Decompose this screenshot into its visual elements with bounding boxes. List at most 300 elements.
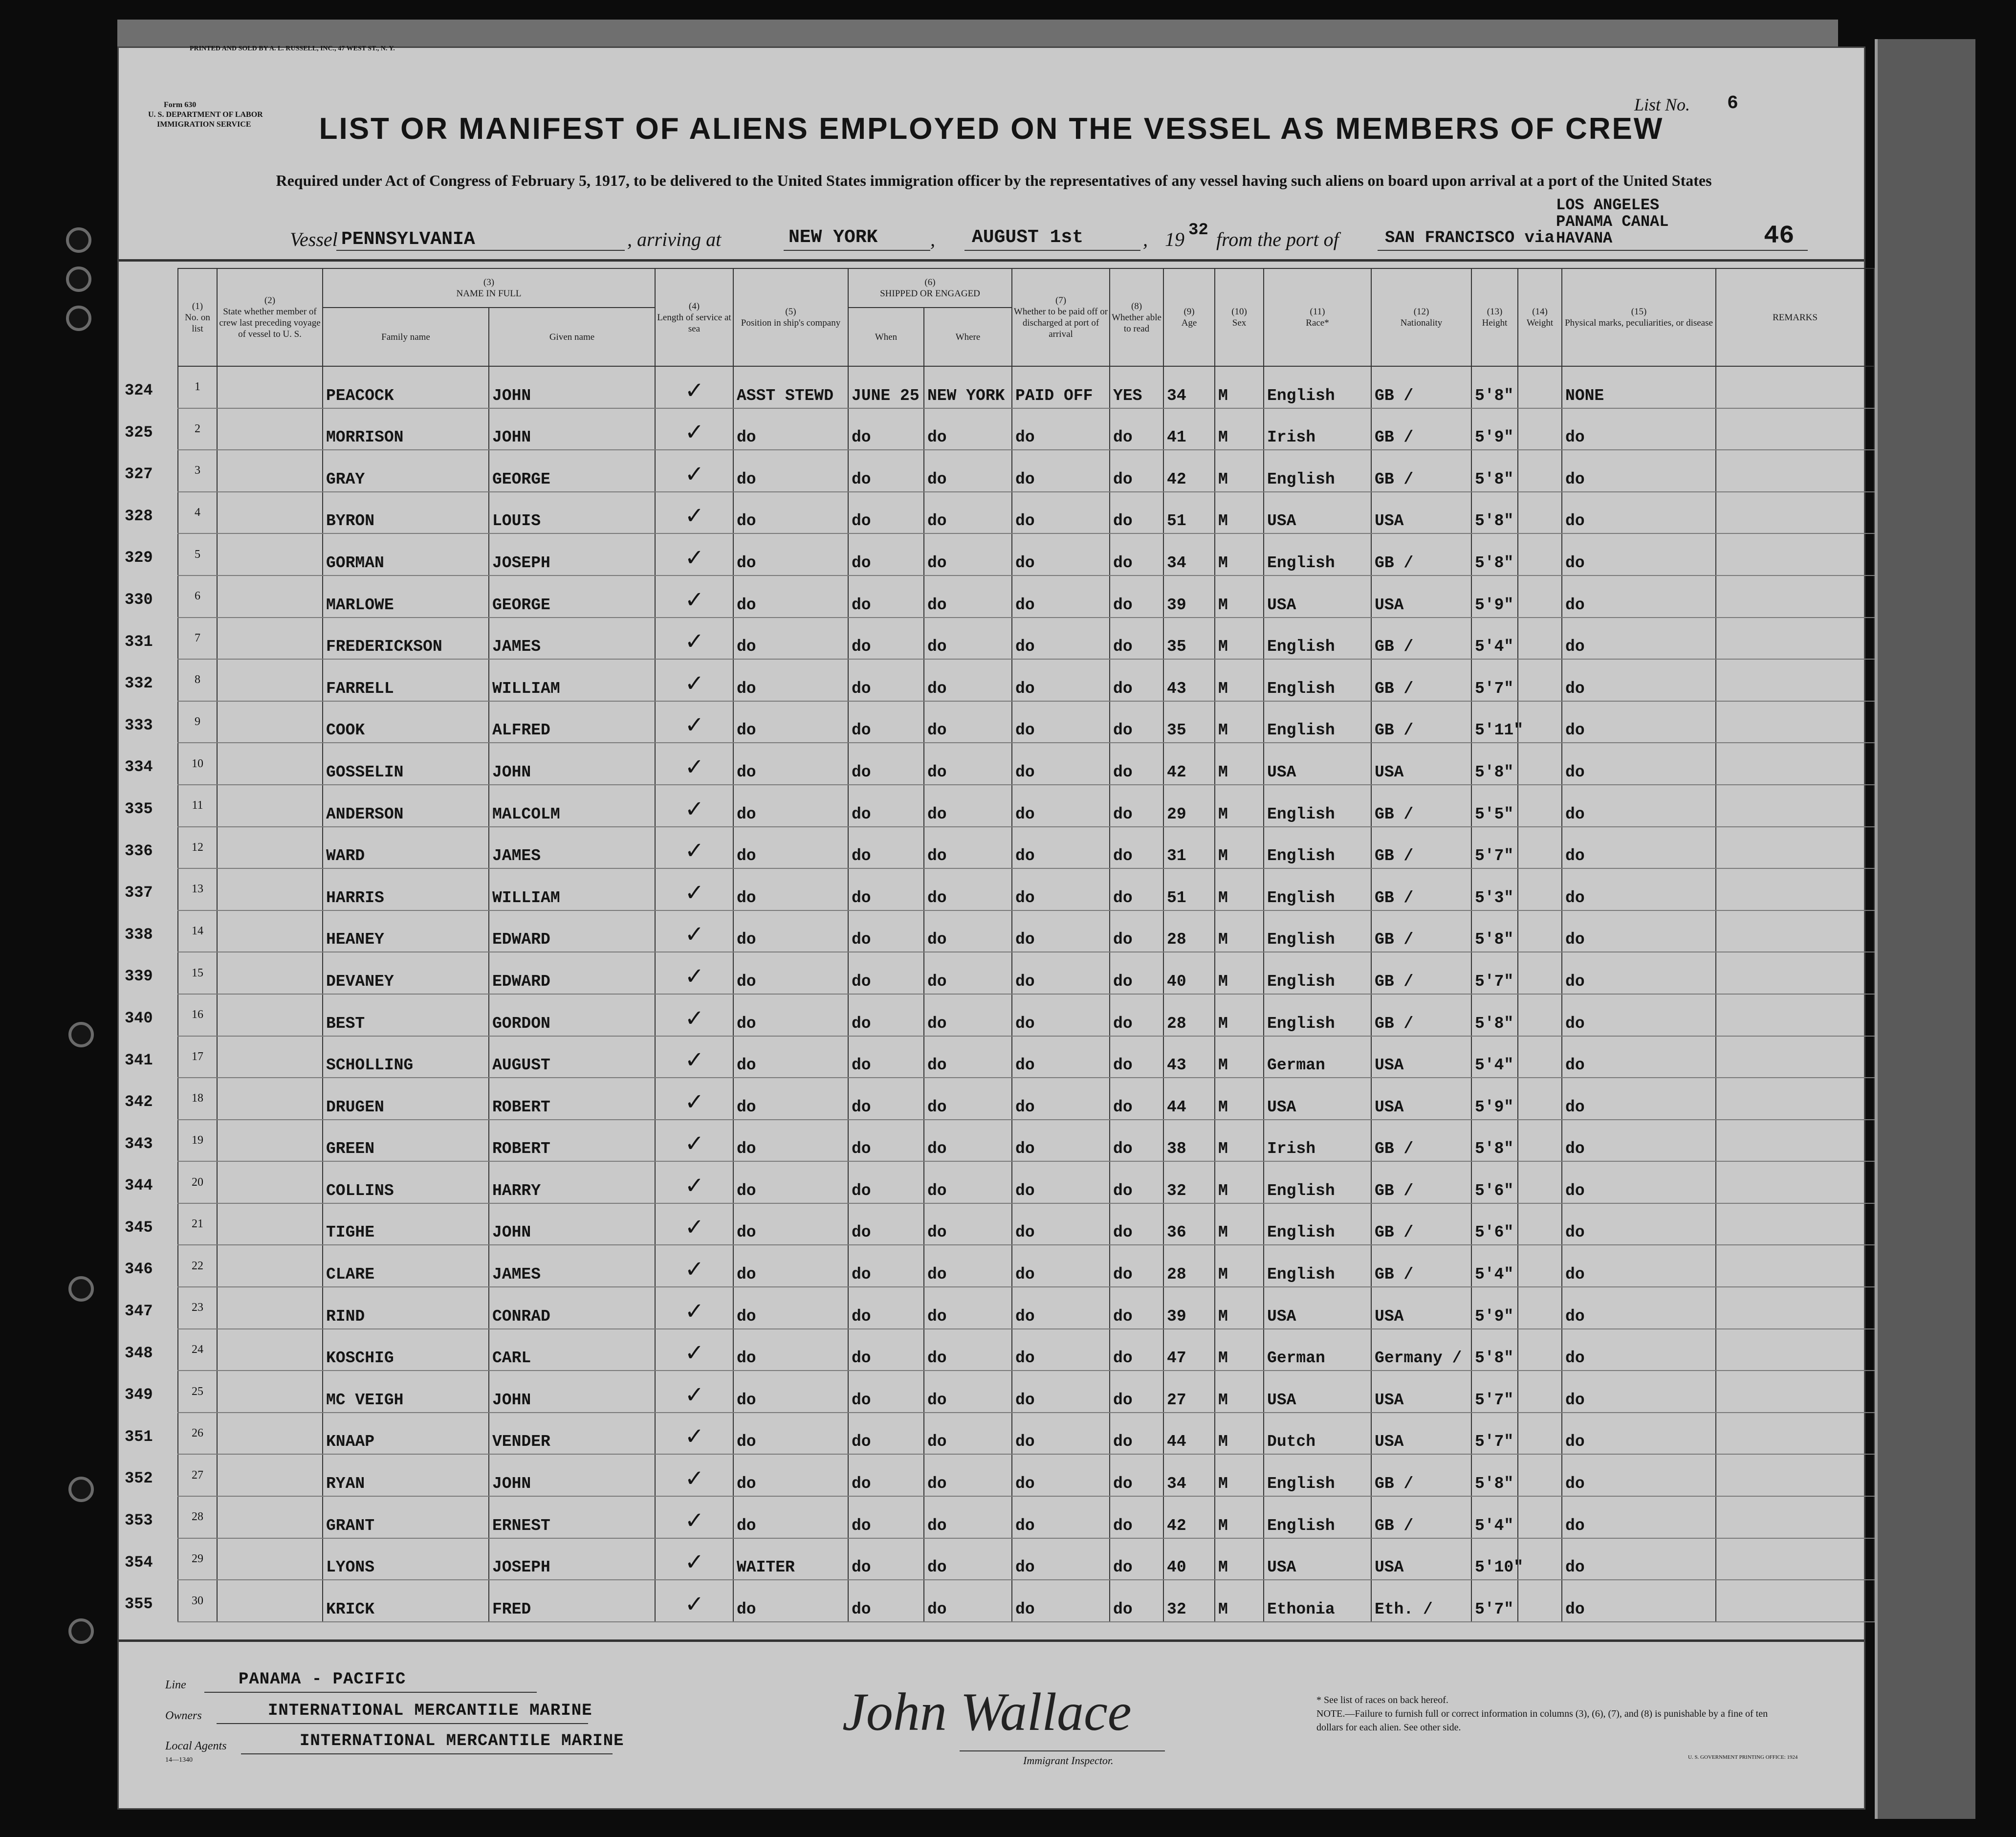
cell-height: 5'4" xyxy=(1471,1496,1518,1538)
cell-physical-marks: do xyxy=(1562,1245,1716,1287)
cell-remarks xyxy=(1716,1287,1874,1329)
cell-when: do xyxy=(848,1245,924,1287)
cell-family-name: SCHOLLING xyxy=(323,1036,489,1078)
cell-remarks xyxy=(1716,743,1874,785)
cell-age: 43 xyxy=(1163,659,1215,701)
cell-sex: M xyxy=(1215,659,1264,701)
table-row xyxy=(178,1454,1874,1496)
cell-family-name: BYRON xyxy=(323,492,489,534)
cell-last-voyage xyxy=(217,533,323,575)
table-row xyxy=(178,533,1874,575)
line-number: 340 xyxy=(125,1009,153,1027)
cell-when: do xyxy=(848,868,924,910)
cell-height: 5'10" xyxy=(1471,1538,1518,1580)
cell-given-name: EDWARD xyxy=(489,952,655,994)
table-row xyxy=(178,1120,1874,1162)
cell-family-name: FREDERICKSON xyxy=(323,618,489,660)
cell-read: do xyxy=(1110,910,1163,952)
col-num: (2) xyxy=(264,295,276,306)
cell-height: 5'8" xyxy=(1471,533,1518,575)
cell-service: ✓ xyxy=(655,910,733,952)
cell-remarks xyxy=(1716,1413,1874,1455)
table-row xyxy=(178,1496,1874,1538)
cell-paid-off: do xyxy=(1012,1496,1110,1538)
line-number: 324 xyxy=(125,381,153,399)
table-row xyxy=(178,492,1874,534)
col-header-race xyxy=(1264,268,1371,366)
cell-weight xyxy=(1518,366,1562,408)
cell-sex: M xyxy=(1215,492,1264,534)
cell-sex: M xyxy=(1215,1496,1264,1538)
cell-remarks xyxy=(1716,659,1874,701)
cell-family-name: COOK xyxy=(323,701,489,743)
cell-race: English xyxy=(1264,868,1371,910)
cell-given-name: GORDON xyxy=(489,994,655,1036)
cell-weight xyxy=(1518,701,1562,743)
cell-physical-marks: do xyxy=(1562,868,1716,910)
cell-race: USA xyxy=(1264,743,1371,785)
from-port-label: from the port of xyxy=(1216,228,1339,250)
cell-service: ✓ xyxy=(655,785,733,827)
cell-position: do xyxy=(733,952,848,994)
cell-age: 35 xyxy=(1163,701,1215,743)
cell-sex: M xyxy=(1215,450,1264,492)
cell-remarks xyxy=(1716,1496,1874,1538)
arriving-label: , arriving at xyxy=(627,228,722,250)
cell-paid-off: do xyxy=(1012,1580,1110,1622)
col-num: (7) xyxy=(1055,295,1067,306)
col-label: Age xyxy=(1181,318,1197,328)
cell-read: do xyxy=(1110,659,1163,701)
cell-given-name: JAMES xyxy=(489,618,655,660)
cell-given-name: GEORGE xyxy=(489,450,655,492)
cell-service: ✓ xyxy=(655,1036,733,1078)
cell-sex: M xyxy=(1215,1161,1264,1203)
cell-position: do xyxy=(733,450,848,492)
cell-height: 5'8" xyxy=(1471,743,1518,785)
cell-last-voyage xyxy=(217,952,323,994)
cell-remarks xyxy=(1716,1203,1874,1245)
vessel-name: PENNSYLVANIA xyxy=(341,229,475,250)
cell-last-voyage xyxy=(217,1036,323,1078)
arrival-date: AUGUST 1st xyxy=(972,227,1084,248)
cell-no: 13 337 xyxy=(178,868,217,910)
cell-race: Irish xyxy=(1264,1120,1371,1162)
cell-last-voyage xyxy=(217,659,323,701)
cell-physical-marks: do xyxy=(1562,618,1716,660)
local-agents: INTERNATIONAL MERCANTILE MARINE xyxy=(300,1732,624,1750)
cell-given-name: JOHN xyxy=(489,408,655,450)
printer-line: PRINTED AND SOLD BY A. L. RUSSELL, INC., 47 WEST ST., N. Y. xyxy=(190,45,395,52)
cell-read: do xyxy=(1110,533,1163,575)
cell-remarks xyxy=(1716,701,1874,743)
line-number: 332 xyxy=(125,674,153,693)
printing-office: U. S. GOVERNMENT PRINTING OFFICE: 1924 xyxy=(1688,1754,1798,1760)
cell-nationality: GB / xyxy=(1371,1245,1471,1287)
cell-nationality: GB / xyxy=(1371,952,1471,994)
cell-family-name: HEANEY xyxy=(323,910,489,952)
cell-family-name: BEST xyxy=(323,994,489,1036)
cell-read: do xyxy=(1110,450,1163,492)
cell-last-voyage xyxy=(217,1580,323,1622)
department-line: U. S. DEPARTMENT OF LABOR xyxy=(148,111,263,119)
cell-age: 32 xyxy=(1163,1580,1215,1622)
cell-remarks xyxy=(1716,868,1874,910)
cell-read: do xyxy=(1110,743,1163,785)
cell-when: do xyxy=(848,743,924,785)
col-label: Race* xyxy=(1306,318,1329,328)
page-edge-right xyxy=(1875,39,1975,1819)
cell-position: do xyxy=(733,1454,848,1496)
line-number: 341 xyxy=(125,1051,153,1069)
col-num: (12) xyxy=(1413,307,1429,317)
cell-paid-off: do xyxy=(1012,1203,1110,1245)
cell-position: do xyxy=(733,492,848,534)
cell-height: 5'4" xyxy=(1471,618,1518,660)
cell-family-name: CLARE xyxy=(323,1245,489,1287)
cell-family-name: KRICK xyxy=(323,1580,489,1622)
col-label: Sex xyxy=(1232,318,1247,328)
table-row xyxy=(178,366,1874,408)
col-num: (15) xyxy=(1631,307,1647,317)
cell-position: do xyxy=(733,1580,848,1622)
cell-paid-off: do xyxy=(1012,1036,1110,1078)
table-row xyxy=(178,910,1874,952)
cell-service: ✓ xyxy=(655,1203,733,1245)
cell-position: do xyxy=(733,618,848,660)
cell-nationality: GB / xyxy=(1371,868,1471,910)
cell-when: do xyxy=(848,701,924,743)
cell-read: do xyxy=(1110,492,1163,534)
cell-service: ✓ xyxy=(655,1287,733,1329)
cell-position: do xyxy=(733,1120,848,1162)
cell-age: 35 xyxy=(1163,618,1215,660)
cell-given-name: AUGUST xyxy=(489,1036,655,1078)
cell-race: Ethonia xyxy=(1264,1580,1371,1622)
cell-read: YES xyxy=(1110,366,1163,408)
cell-last-voyage xyxy=(217,366,323,408)
cell-when: do xyxy=(848,575,924,618)
cell-sex: M xyxy=(1215,1120,1264,1162)
line-number: 333 xyxy=(125,716,153,734)
cell-race: English xyxy=(1264,366,1371,408)
races-note: * See list of races on back hereof. xyxy=(1316,1695,1448,1705)
cell-nationality: USA xyxy=(1371,1078,1471,1120)
cell-weight xyxy=(1518,1287,1562,1329)
cell-service: ✓ xyxy=(655,659,733,701)
table-row xyxy=(178,575,1874,618)
table-row xyxy=(178,1371,1874,1413)
cell-race: English xyxy=(1264,952,1371,994)
cell-where: do xyxy=(924,868,1012,910)
cell-height: 5'6" xyxy=(1471,1161,1518,1203)
cell-remarks xyxy=(1716,1245,1874,1287)
line-number: 343 xyxy=(125,1134,153,1153)
inspector-signature: John Wallace xyxy=(842,1682,1132,1742)
cell-position: do xyxy=(733,1413,848,1455)
cell-where: do xyxy=(924,1078,1012,1120)
cell-nationality: USA xyxy=(1371,743,1471,785)
cell-read: do xyxy=(1110,1496,1163,1538)
cell-where: do xyxy=(924,1203,1012,1245)
col-num: (9) xyxy=(1183,307,1195,317)
col-label: Nationality xyxy=(1400,318,1443,328)
line-number: 354 xyxy=(125,1553,153,1571)
cell-age: 47 xyxy=(1163,1329,1215,1371)
cell-given-name: JAMES xyxy=(489,1245,655,1287)
cell-position: do xyxy=(733,868,848,910)
cell-no: 25 349 xyxy=(178,1371,217,1413)
cell-age: 51 xyxy=(1163,492,1215,534)
via-port: PANAMA CANAL xyxy=(1556,213,1669,231)
cell-last-voyage xyxy=(217,785,323,827)
table-row xyxy=(178,827,1874,869)
cell-family-name: DRUGEN xyxy=(323,1078,489,1120)
cell-race: USA xyxy=(1264,492,1371,534)
cell-nationality: GB / xyxy=(1371,785,1471,827)
page-subtitle: Required under Act of Congress of February 5, 1917, to be delivered to the United States immigration officer by the representatives of any vessel having such aliens on board upon arrival at a port of the United States xyxy=(276,172,1712,189)
cell-height: 5'7" xyxy=(1471,827,1518,869)
cell-given-name: WILLIAM xyxy=(489,659,655,701)
cell-no: 19 343 xyxy=(178,1120,217,1162)
cell-physical-marks: do xyxy=(1562,1538,1716,1580)
line-number: 344 xyxy=(125,1176,153,1195)
col-label: Length of service at sea xyxy=(657,312,731,334)
line-number: 353 xyxy=(125,1511,153,1530)
cell-race: English xyxy=(1264,659,1371,701)
cell-race: English xyxy=(1264,910,1371,952)
cell-when: do xyxy=(848,1454,924,1496)
col-header-name xyxy=(323,268,655,308)
cell-where: do xyxy=(924,994,1012,1036)
cell-read: do xyxy=(1110,1413,1163,1455)
cell-age: 40 xyxy=(1163,952,1215,994)
cell-paid-off: do xyxy=(1012,1371,1110,1413)
cell-height: 5'4" xyxy=(1471,1036,1518,1078)
table-row xyxy=(178,994,1874,1036)
cell-age: 34 xyxy=(1163,1454,1215,1496)
cell-paid-off: do xyxy=(1012,1413,1110,1455)
cell-race: USA xyxy=(1264,1538,1371,1580)
col-header-height xyxy=(1471,268,1518,366)
cell-service: ✓ xyxy=(655,1245,733,1287)
cell-paid-off: do xyxy=(1012,1329,1110,1371)
cell-paid-off: do xyxy=(1012,1120,1110,1162)
line-number: 329 xyxy=(125,549,153,567)
cell-where: do xyxy=(924,910,1012,952)
owners: INTERNATIONAL MERCANTILE MARINE xyxy=(268,1702,592,1720)
cell-age: 36 xyxy=(1163,1203,1215,1245)
cell-family-name: ANDERSON xyxy=(323,785,489,827)
footer-rule xyxy=(119,1639,1864,1642)
cell-paid-off: do xyxy=(1012,1538,1110,1580)
cell-race: USA xyxy=(1264,1287,1371,1329)
col-header-remarks xyxy=(1716,268,1874,366)
cell-remarks xyxy=(1716,575,1874,618)
cell-age: 32 xyxy=(1163,1161,1215,1203)
cell-nationality: GB / xyxy=(1371,994,1471,1036)
cell-sex: M xyxy=(1215,1413,1264,1455)
cell-last-voyage xyxy=(217,1329,323,1371)
cell-no: 1 324 xyxy=(178,366,217,408)
inspector-label: Immigrant Inspector. xyxy=(1023,1754,1114,1767)
cell-height: 5'8" xyxy=(1471,910,1518,952)
cell-remarks xyxy=(1716,366,1874,408)
cell-nationality: GB / xyxy=(1371,659,1471,701)
cell-given-name: JOHN xyxy=(489,743,655,785)
cell-remarks xyxy=(1716,450,1874,492)
cell-physical-marks: do xyxy=(1562,1413,1716,1455)
cell-race: English xyxy=(1264,994,1371,1036)
cell-last-voyage xyxy=(217,1245,323,1287)
cell-service: ✓ xyxy=(655,827,733,869)
cell-nationality: GB / xyxy=(1371,1161,1471,1203)
cell-race: English xyxy=(1264,450,1371,492)
table-row xyxy=(178,868,1874,910)
cell-physical-marks: do xyxy=(1562,575,1716,618)
cell-sex: M xyxy=(1215,1454,1264,1496)
cell-race: USA xyxy=(1264,1078,1371,1120)
line-number: 328 xyxy=(125,507,153,525)
cell-last-voyage xyxy=(217,575,323,618)
cell-position: do xyxy=(733,408,848,450)
comma-separator: , xyxy=(930,228,935,250)
cell-nationality: GB / xyxy=(1371,450,1471,492)
cell-service: ✓ xyxy=(655,701,733,743)
cell-when: do xyxy=(848,1413,924,1455)
table-row xyxy=(178,408,1874,450)
cell-nationality: USA xyxy=(1371,575,1471,618)
departure-port: SAN FRANCISCO via xyxy=(1385,229,1555,247)
cell-remarks xyxy=(1716,827,1874,869)
line-number: 334 xyxy=(125,758,153,776)
cell-service: ✓ xyxy=(655,575,733,618)
cell-physical-marks: do xyxy=(1562,1454,1716,1496)
table-row xyxy=(178,1161,1874,1203)
cell-service: ✓ xyxy=(655,1161,733,1203)
cell-when: do xyxy=(848,659,924,701)
cell-given-name: FRED xyxy=(489,1580,655,1622)
cell-remarks xyxy=(1716,408,1874,450)
cell-paid-off: do xyxy=(1012,492,1110,534)
cell-remarks xyxy=(1716,618,1874,660)
cell-remarks xyxy=(1716,1161,1874,1203)
cell-sex: M xyxy=(1215,618,1264,660)
cell-remarks xyxy=(1716,1036,1874,1078)
cell-family-name: GRAY xyxy=(323,450,489,492)
cell-nationality: GB / xyxy=(1371,910,1471,952)
cell-nationality: USA xyxy=(1371,1538,1471,1580)
cell-weight xyxy=(1518,450,1562,492)
cell-read: do xyxy=(1110,827,1163,869)
col-header-family-name: Family name xyxy=(323,308,489,366)
cell-given-name: CARL xyxy=(489,1329,655,1371)
cell-physical-marks: do xyxy=(1562,994,1716,1036)
cell-sex: M xyxy=(1215,533,1264,575)
cell-service: ✓ xyxy=(655,1329,733,1371)
cell-family-name: LYONS xyxy=(323,1538,489,1580)
cell-where: NEW YORK xyxy=(924,366,1012,408)
cell-height: 5'8" xyxy=(1471,492,1518,534)
cell-where: do xyxy=(924,1371,1012,1413)
line-number: 349 xyxy=(125,1386,153,1404)
agents-label: Local Agents xyxy=(165,1740,227,1752)
cell-last-voyage xyxy=(217,1287,323,1329)
cell-family-name: COLLINS xyxy=(323,1161,489,1203)
cell-sex: M xyxy=(1215,1580,1264,1622)
cell-height: 5'7" xyxy=(1471,952,1518,994)
line-number: 342 xyxy=(125,1093,153,1111)
cell-paid-off: do xyxy=(1012,1287,1110,1329)
cell-age: 44 xyxy=(1163,1413,1215,1455)
line-number: 336 xyxy=(125,841,153,860)
cell-remarks xyxy=(1716,1371,1874,1413)
cell-paid-off: do xyxy=(1012,994,1110,1036)
cell-sex: M xyxy=(1215,1287,1264,1329)
cell-weight xyxy=(1518,659,1562,701)
cell-where: do xyxy=(924,1120,1012,1162)
cell-age: 34 xyxy=(1163,366,1215,408)
col-label: State whether member of crew last preceding voyage of vessel to U. S. xyxy=(219,307,321,339)
owners-underline xyxy=(217,1723,588,1724)
cell-weight xyxy=(1518,1538,1562,1580)
cell-weight xyxy=(1518,1078,1562,1120)
cell-last-voyage xyxy=(217,1454,323,1496)
cell-no: 27 352 xyxy=(178,1454,217,1496)
cell-paid-off: do xyxy=(1012,408,1110,450)
cell-age: 28 xyxy=(1163,994,1215,1036)
cell-when: do xyxy=(848,910,924,952)
cell-where: do xyxy=(924,575,1012,618)
cell-sex: M xyxy=(1215,1538,1264,1580)
cell-no: 29 354 xyxy=(178,1538,217,1580)
cell-sex: M xyxy=(1215,1078,1264,1120)
cell-when: do xyxy=(848,1036,924,1078)
cell-where: do xyxy=(924,1580,1012,1622)
cell-where: do xyxy=(924,743,1012,785)
table-row xyxy=(178,952,1874,994)
cell-given-name: ROBERT xyxy=(489,1120,655,1162)
cell-given-name: GEORGE xyxy=(489,575,655,618)
cell-weight xyxy=(1518,1371,1562,1413)
cell-service: ✓ xyxy=(655,618,733,660)
cell-last-voyage xyxy=(217,1413,323,1455)
cell-where: do xyxy=(924,827,1012,869)
cell-race: English xyxy=(1264,533,1371,575)
cell-physical-marks: do xyxy=(1562,659,1716,701)
vessel-label: Vessel xyxy=(290,228,338,250)
cell-no: 14 338 xyxy=(178,910,217,952)
cell-last-voyage xyxy=(217,1538,323,1580)
list-number-label: List No. xyxy=(1634,95,1690,114)
col-num: (11) xyxy=(1310,307,1325,317)
cell-age: 29 xyxy=(1163,785,1215,827)
line-number: 345 xyxy=(125,1218,153,1237)
cell-position: do xyxy=(733,1496,848,1538)
line-number: 346 xyxy=(125,1260,153,1279)
cell-height: 5'7" xyxy=(1471,1371,1518,1413)
cell-no: 28 353 xyxy=(178,1496,217,1538)
cell-where: do xyxy=(924,1538,1012,1580)
cell-where: do xyxy=(924,701,1012,743)
cell-sex: M xyxy=(1215,701,1264,743)
table-row xyxy=(178,659,1874,701)
cell-family-name: KNAAP xyxy=(323,1413,489,1455)
col-num: (4) xyxy=(688,301,700,311)
cell-sex: M xyxy=(1215,1245,1264,1287)
service-line: IMMIGRATION SERVICE xyxy=(157,120,251,129)
cell-physical-marks: do xyxy=(1562,492,1716,534)
